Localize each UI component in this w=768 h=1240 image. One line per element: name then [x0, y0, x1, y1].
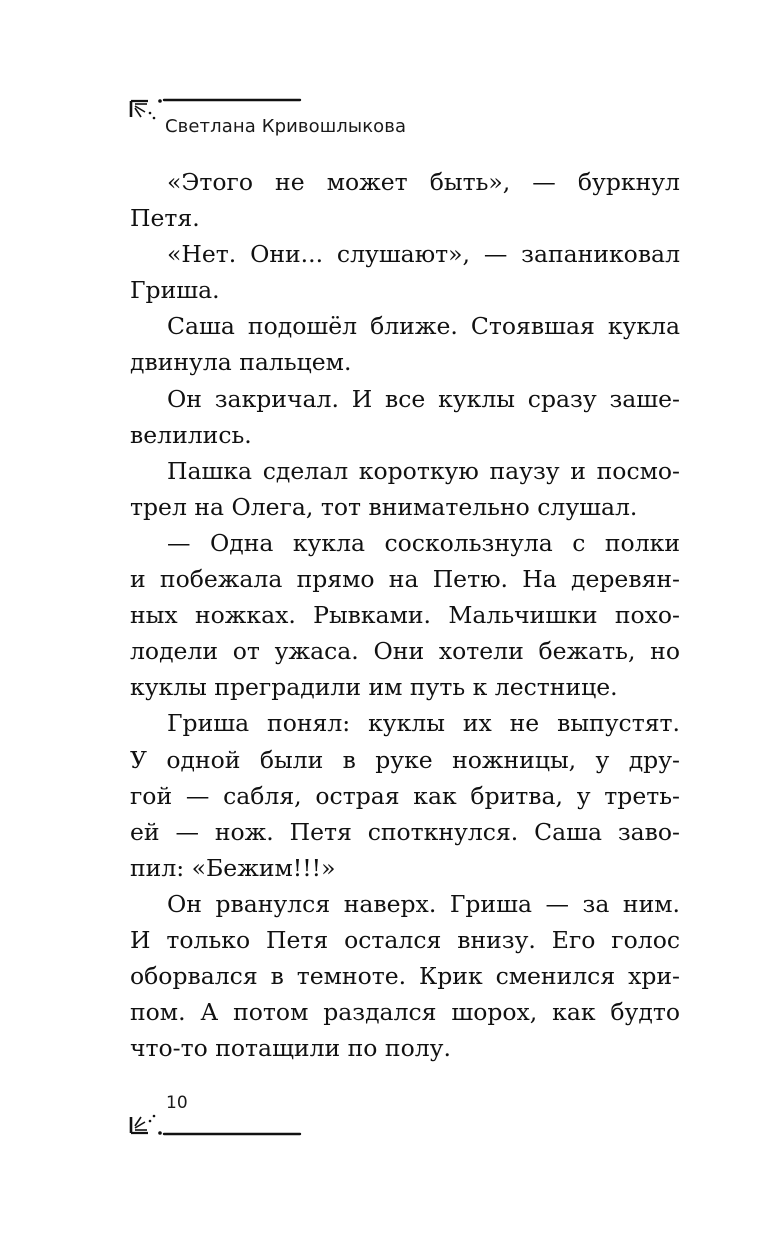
- text-line: двинула пальцем.: [130, 348, 352, 377]
- paragraph: [130, 381, 680, 453]
- page-text: [130, 164, 680, 1066]
- paragraph: [130, 886, 680, 1066]
- paragraph: [130, 236, 680, 308]
- text-line: трел на Олега, тот внимательно слушал.: [130, 492, 638, 521]
- text-line: «Этого не может быть», — буркнул: [167, 168, 680, 196]
- text-line: велились.: [130, 420, 252, 449]
- paragraph: [130, 164, 680, 236]
- text-line: Пашка сделал короткую паузу и посмо-: [167, 456, 680, 485]
- text-line: Гриша.: [130, 276, 220, 305]
- footer-ornament-icon: [128, 1112, 303, 1146]
- text-line: и побежала прямо на Петю. На деревян-: [130, 565, 680, 594]
- text-line: И только Петя остался внизу. Его голос: [130, 925, 680, 954]
- paragraph: [130, 705, 680, 885]
- text-line: — Одна кукла соскользнула с полки: [167, 528, 680, 557]
- text-line: лодели от ужаса. Они хотели бежать, но: [130, 637, 680, 666]
- paragraph: [130, 453, 680, 525]
- author-name: Светлана Кривошлыкова: [165, 116, 407, 137]
- text-line: ей — нож. Петя споткнулся. Саша заво-: [130, 817, 680, 846]
- paragraph: [130, 308, 680, 380]
- text-line: куклы преградили им путь к лестнице.: [130, 673, 618, 702]
- text-line: что-то потащили по полу.: [130, 1034, 451, 1063]
- text-line: Он рванулся наверх. Гриша — за ним.: [167, 889, 680, 918]
- text-line: пом. А потом раздался шорох, как будто: [130, 998, 680, 1027]
- text-line: ных ножках. Рывками. Мальчишки похо-: [130, 601, 680, 630]
- text-line: У одной были в руке ножницы, у дру-: [130, 745, 680, 774]
- text-line: пил: «Бежим!!!»: [130, 853, 336, 882]
- text-line: Гриша понял: куклы их не выпустят.: [167, 709, 680, 738]
- text-line: Он закричал. И все куклы сразу заше-: [167, 384, 680, 413]
- text-line: гой — сабля, острая как бритва, у треть-: [130, 781, 680, 810]
- text-line: Петя.: [130, 204, 200, 233]
- text-line: Саша подошёл ближе. Стоявшая кукла: [167, 312, 680, 341]
- paragraph: [130, 525, 680, 705]
- page-number: 10: [166, 1093, 188, 1113]
- text-line: «Нет. Они... слушают», — запаниковал: [167, 240, 680, 269]
- text-line: оборвался в темноте. Крик сменился хри-: [130, 962, 680, 991]
